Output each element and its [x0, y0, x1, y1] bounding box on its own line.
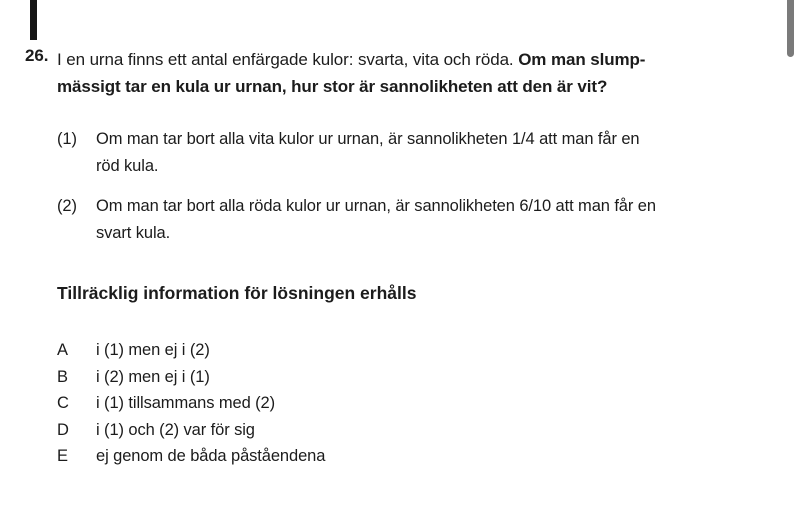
answer-options: [57, 337, 557, 470]
option-b-text: i (2) men ej i (1): [96, 367, 210, 386]
question-intro-bold-line2: mässigt tar en kula ur urnan, hur stor är sannolikheten att den är vit?: [57, 77, 608, 96]
option-row-c: [57, 390, 557, 417]
statement-1-line2: röd kula.: [96, 157, 159, 175]
option-row-e: [57, 443, 557, 470]
option-row-b: [57, 364, 557, 391]
statement-1-label: (1): [57, 130, 77, 148]
statement-2-label: (2): [57, 197, 77, 215]
question-intro-regular: I en urna finns ett antal enfärgade kulor: svarta, vita och röda.: [57, 50, 514, 69]
statement-2-line1: Om man tar bort alla röda kulor ur urnan, är sannolikheten 6/10 att man får en: [96, 197, 656, 215]
option-row-a: [57, 337, 557, 364]
statement-1-text: [96, 126, 751, 180]
sufficiency-heading: Tillräcklig information för lösningen erhålls: [57, 283, 417, 303]
option-d-label: D: [57, 420, 69, 439]
statement-1: [57, 126, 757, 180]
statement-2: [57, 193, 757, 247]
option-b-label: B: [57, 367, 68, 386]
option-row-d: [57, 417, 557, 444]
option-e-text: ej genom de båda påståendena: [96, 447, 326, 465]
question-stem: [57, 46, 772, 100]
statement-2-line2: svart kula.: [96, 224, 171, 242]
option-e-label: E: [57, 447, 68, 465]
option-a-text: i (1) men ej i (2): [96, 341, 210, 359]
option-c-label: C: [57, 394, 69, 412]
question-intro-bold-line1: Om man slump-: [518, 50, 646, 69]
statement-1-line1: Om man tar bort alla vita kulor ur urnan, är sannolikheten 1/4 att man får en: [96, 130, 640, 148]
option-d-text: i (1) och (2) var för sig: [96, 420, 255, 439]
page-edge-mark: [30, 0, 37, 40]
question-number: 26.: [25, 46, 49, 65]
statement-2-text: [96, 193, 751, 247]
scrollbar-thumb[interactable]: [787, 0, 794, 57]
option-c-text: i (1) tillsammans med (2): [96, 394, 276, 412]
option-a-label: A: [57, 341, 68, 359]
